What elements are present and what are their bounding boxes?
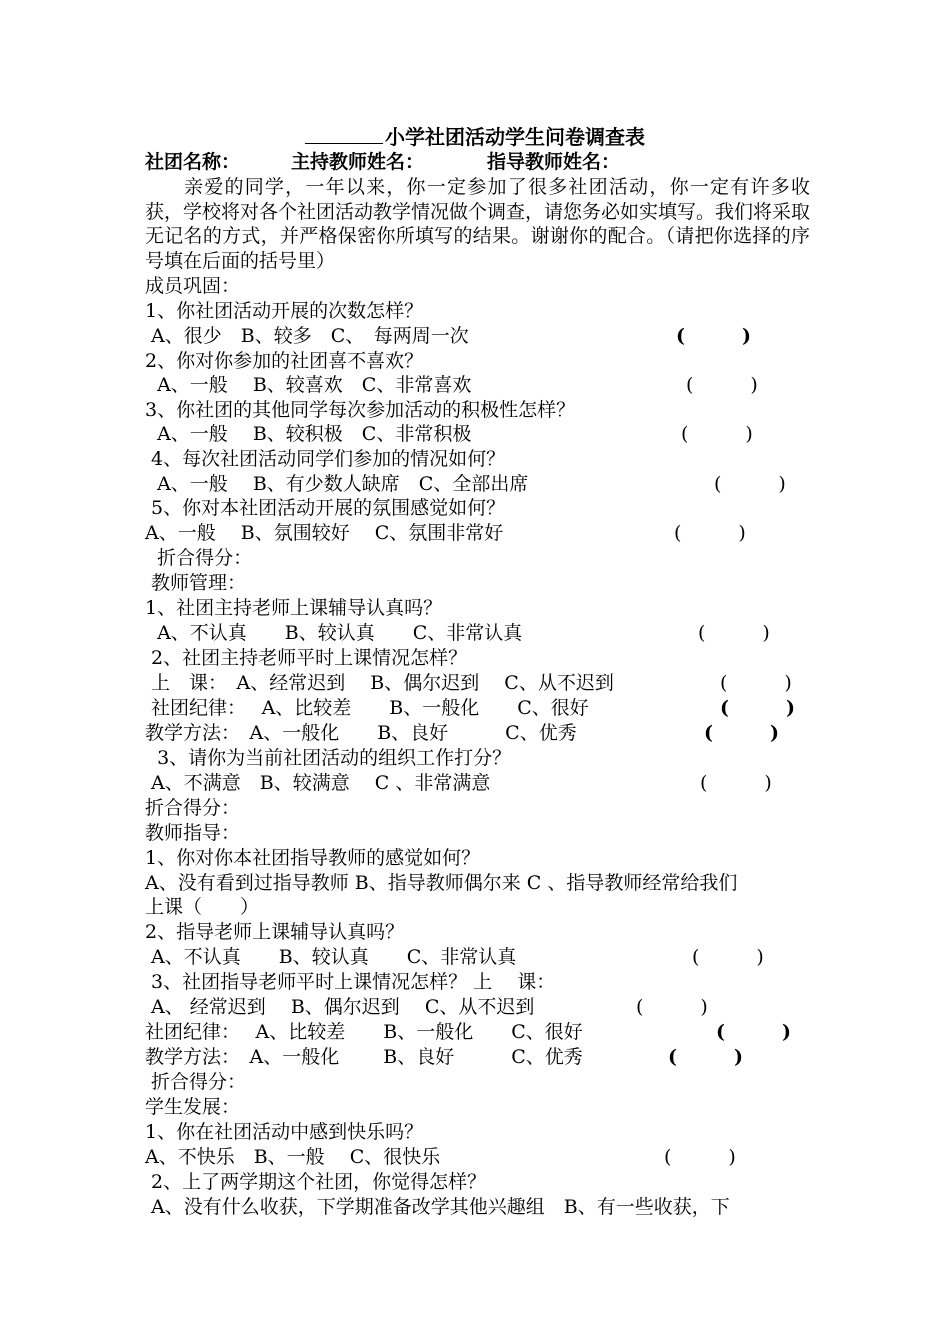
answer-paren: ( ) — [676, 325, 751, 347]
answer-paren: ( ) — [704, 722, 779, 744]
question-line: 5、你对本社团活动开展的氛围感觉如何？ — [145, 497, 506, 519]
options-line: A、一般 B、有少数人缺席 C、全部出席 — [145, 473, 529, 495]
score-line: 折合得分： — [145, 1071, 247, 1093]
answer-paren: ( ) — [720, 697, 795, 719]
options-line-continued: 上课（ ） — [145, 896, 260, 918]
header-fields — [145, 149, 620, 175]
question-line: 3、请你为当前社团活动的组织工作打分？ — [145, 747, 512, 769]
answer-paren: ( ) — [716, 1021, 791, 1043]
options-line: A、不满意 B、较满意 C 、非常满意 — [145, 772, 491, 794]
options-line: A、没有什么收获，下学期准备改学其他兴趣组 B、有一些收获，下 — [145, 1196, 730, 1218]
options-line: A、一般 B、较积极 C、非常积极 — [145, 423, 472, 445]
question-line: 4、每次社团活动同学们参加的情况如何？ — [145, 448, 506, 470]
answer-paren: ( ) — [664, 1146, 736, 1168]
intro-paragraph — [145, 175, 810, 273]
options-line: A、不认真 B、较认真 C、非常认真 — [145, 622, 523, 644]
section-teacher-management: 教师管理： — [145, 572, 247, 594]
answer-paren: ( ) — [720, 672, 792, 694]
options-line: A、不认真 B、较认真 C、非常认真 — [145, 946, 517, 968]
answer-paren: ( ) — [674, 522, 746, 544]
section-teacher-guidance: 教师指导： — [145, 822, 241, 844]
question-line: 1、你社团活动开展的次数怎样？ — [145, 300, 424, 322]
question-line: 2、你对你参加的社团喜不喜欢？ — [145, 350, 424, 372]
title-blank-line — [305, 125, 383, 144]
guide-teacher-label: 指导教师姓名： — [487, 151, 621, 173]
options-line: A、一般 B、氛围较好 C、氛围非常好 — [145, 522, 504, 544]
answer-paren: ( ) — [686, 374, 758, 396]
answer-paren: ( ) — [714, 473, 786, 495]
answer-paren: ( ) — [668, 1046, 743, 1068]
club-name-label: 社团名称： — [145, 151, 241, 173]
options-line: 教学方法： A、一般化 B、良好 C、优秀 — [145, 1046, 583, 1068]
answer-paren: ( ) — [681, 423, 753, 445]
question-line: 2、社团主持老师平时上课情况怎样？ — [145, 647, 468, 669]
score-line: 折合得分： — [145, 797, 241, 819]
section-student-development: 学生发展： — [145, 1096, 241, 1118]
question-line: 3、你社团的其他同学每次参加活动的积极性怎样？ — [145, 399, 576, 421]
question-line: 3、社团指导老师平时上课情况怎样？ 上 课： — [145, 971, 556, 993]
options-line: A、不快乐 B、一般 C、很快乐 — [145, 1146, 441, 1168]
options-line: A、一般 B、较喜欢 C、非常喜欢 — [145, 374, 472, 396]
section-member: 成员巩固： — [145, 275, 241, 297]
title-text: 小学社团活动学生问卷调查表 — [385, 125, 645, 149]
question-line: 1、你对你本社团指导教师的感觉如何？ — [145, 847, 481, 869]
host-teacher-label: 主持教师姓名： — [291, 151, 425, 173]
document-title — [0, 124, 950, 150]
answer-paren: ( ) — [698, 622, 770, 644]
options-line: A、没有看到过指导教师 B、指导教师偶尔来 C 、指导教师经常给我们 — [145, 872, 738, 894]
answer-paren: ( ) — [692, 946, 764, 968]
intro-text: 亲爱的同学，一年以来，你一定参加了很多社团活动，你一定有许多收获，学校将对各个社团活动教学情况做个调查，请您务必如实填写。我们将采取无记名的方式，并严格保密你所填写的结果。谢谢你的配合。（请把你选择的序号填在后面的括号里） — [145, 176, 811, 272]
question-line: 2、指导老师上课辅导认真吗？ — [145, 921, 405, 943]
question-line: 1、你在社团活动中感到快乐吗？ — [145, 1121, 424, 1143]
options-line: A、 经常迟到 B、偶尔迟到 C、从不迟到 — [145, 996, 535, 1018]
options-line: 社团纪律： A、比较差 B、一般化 C、很好 — [145, 1021, 583, 1043]
question-line: 1、社团主持老师上课辅导认真吗？ — [145, 597, 443, 619]
question-line: 2、上了两学期这个社团，你觉得怎样？ — [145, 1171, 487, 1193]
answer-paren: ( ) — [636, 996, 708, 1018]
answer-paren: ( ) — [700, 772, 772, 794]
options-line: A、很少 B、较多 C、 每两周一次 — [145, 325, 469, 347]
options-line: 社团纪律： A、比较差 B、一般化 C、很好 — [145, 697, 589, 719]
score-line: 折合得分： — [145, 547, 253, 569]
options-line: 上 课： A、经常迟到 B、偶尔迟到 C、从不迟到 — [145, 672, 614, 694]
options-line: 教学方法： A、一般化 B、良好 C、优秀 — [145, 722, 577, 744]
